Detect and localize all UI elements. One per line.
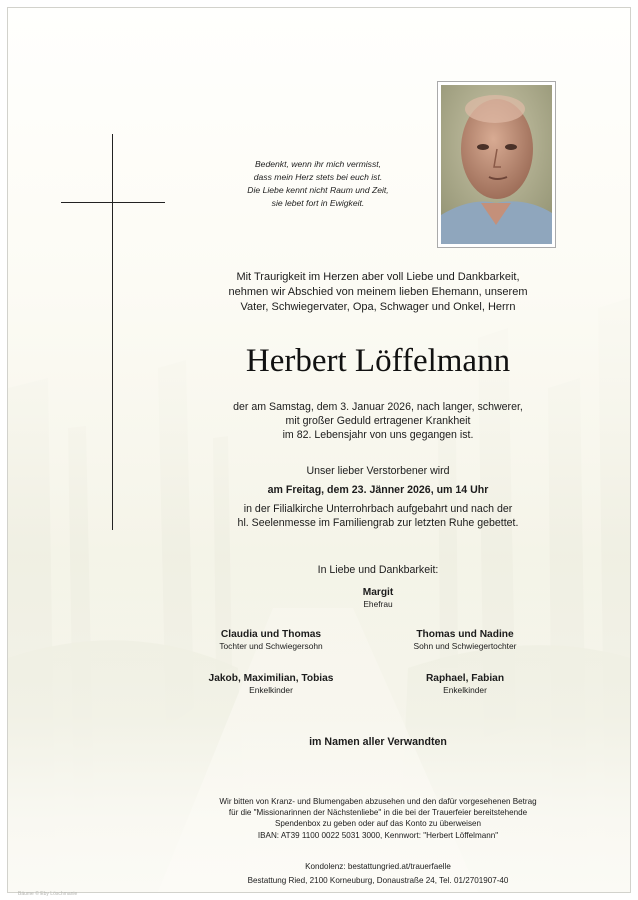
mourner-spouse: [278, 586, 478, 610]
death-line: der am Samstag, dem 3. Januar 2026, nach langer, schwerer,: [233, 401, 523, 413]
mourner-grandchildren-left: [171, 672, 371, 696]
death-line: im 82. Lebensjahr von uns gegangen ist.: [282, 429, 474, 442]
mourner-grandchildren-right: [365, 672, 565, 696]
mourner-role: Enkelkinder: [443, 685, 487, 695]
mourner-name: Thomas und Nadine: [416, 629, 514, 640]
mourners-closing: im Namen aller Verwandten: [309, 736, 447, 748]
condolence-link[interactable]: Kondolenz: bestattungried.at/trauerfaelle: [305, 862, 451, 871]
funeral-line: in der Filialkirche Unterrohrbach aufgebahrt und nach der: [243, 503, 513, 515]
poem-line: sie lebet fort in Ewigkeit.: [271, 198, 365, 208]
poem-line: Bedenkt, wenn ihr mich vermisst,: [254, 159, 382, 169]
footer-line: Wir bitten von Kranz- und Blumengaben abzusehen und den dafür vorgesehenen Betrag: [219, 797, 537, 806]
portrait-image: [441, 85, 552, 244]
mourner-name: Raphael, Fabian: [425, 673, 505, 684]
mourners-heading: In Liebe und Dankbarkeit:: [317, 564, 439, 576]
footer-line: Spendenbox zu geben oder auf das Konto zu überweisen: [274, 819, 482, 829]
mourner-children-left: [171, 628, 371, 652]
footer-line: für die "Missionarinnen der Nächstenliebe" in die bei der Trauerfeier bereitstehende: [228, 808, 528, 818]
poem-line: Die Liebe kennt nicht Raum und Zeit,: [247, 185, 389, 195]
mourner-name: Claudia und Thomas: [220, 629, 322, 640]
deceased-name: Herbert Löffelmann: [245, 343, 511, 379]
intro-line: Vater, Schwiegervater, Opa, Schwager und Onkel, Herrn: [240, 301, 516, 313]
intro-line: Mit Traurigkeit im Herzen aber voll Liebe und Dankbarkeit,: [236, 271, 520, 283]
intro-line: nehmen wir Abschied von meinem lieben Ehemann, unserem: [228, 286, 528, 298]
mourner-role: Tochter und Schwiegersohn: [219, 641, 323, 651]
donation-notice: [158, 796, 598, 841]
poem-line: dass mein Herz stets bei euch ist.: [253, 172, 383, 182]
mourner-role: Enkelkinder: [249, 685, 293, 695]
image-credit: Bäume © Eby Löschmanie: [18, 891, 78, 897]
cross-horizontal-beam: [61, 202, 165, 203]
mourner-role: Sohn und Schwiegertochter: [413, 641, 517, 651]
funeral-home-address: Bestattung Ried, 2100 Korneuburg, Donaustraße 24, Tel. 01/2701907-40: [247, 876, 509, 885]
memorial-poem: [218, 158, 418, 210]
funeral-date: am Freitag, dem 23. Jänner 2026, um 14 Uhr: [267, 484, 489, 496]
announcement-intro: [158, 270, 598, 315]
footer-line: IBAN: AT39 1100 0022 5031 3000, Kennwort: "Herbert Löffelmann": [257, 830, 499, 840]
death-line: mit großer Geduld ertragener Krankheit: [285, 415, 471, 428]
funeral-intro: Unser lieber Verstorbener wird: [306, 465, 450, 477]
mourner-role: Ehefrau: [363, 599, 393, 609]
mourner-children-right: [365, 628, 565, 652]
funeral-details: [158, 502, 598, 530]
death-details: [158, 400, 598, 443]
parte-card: [7, 7, 631, 897]
portrait-photo: [437, 81, 556, 248]
funeral-line: hl. Seelenmesse im Familiengrab zur letzten Ruhe gebettet.: [237, 517, 519, 530]
mourner-name: Margit: [362, 587, 394, 598]
cross-vertical-beam: [112, 134, 113, 530]
mourner-name: Jakob, Maximilian, Tobias: [208, 673, 334, 684]
